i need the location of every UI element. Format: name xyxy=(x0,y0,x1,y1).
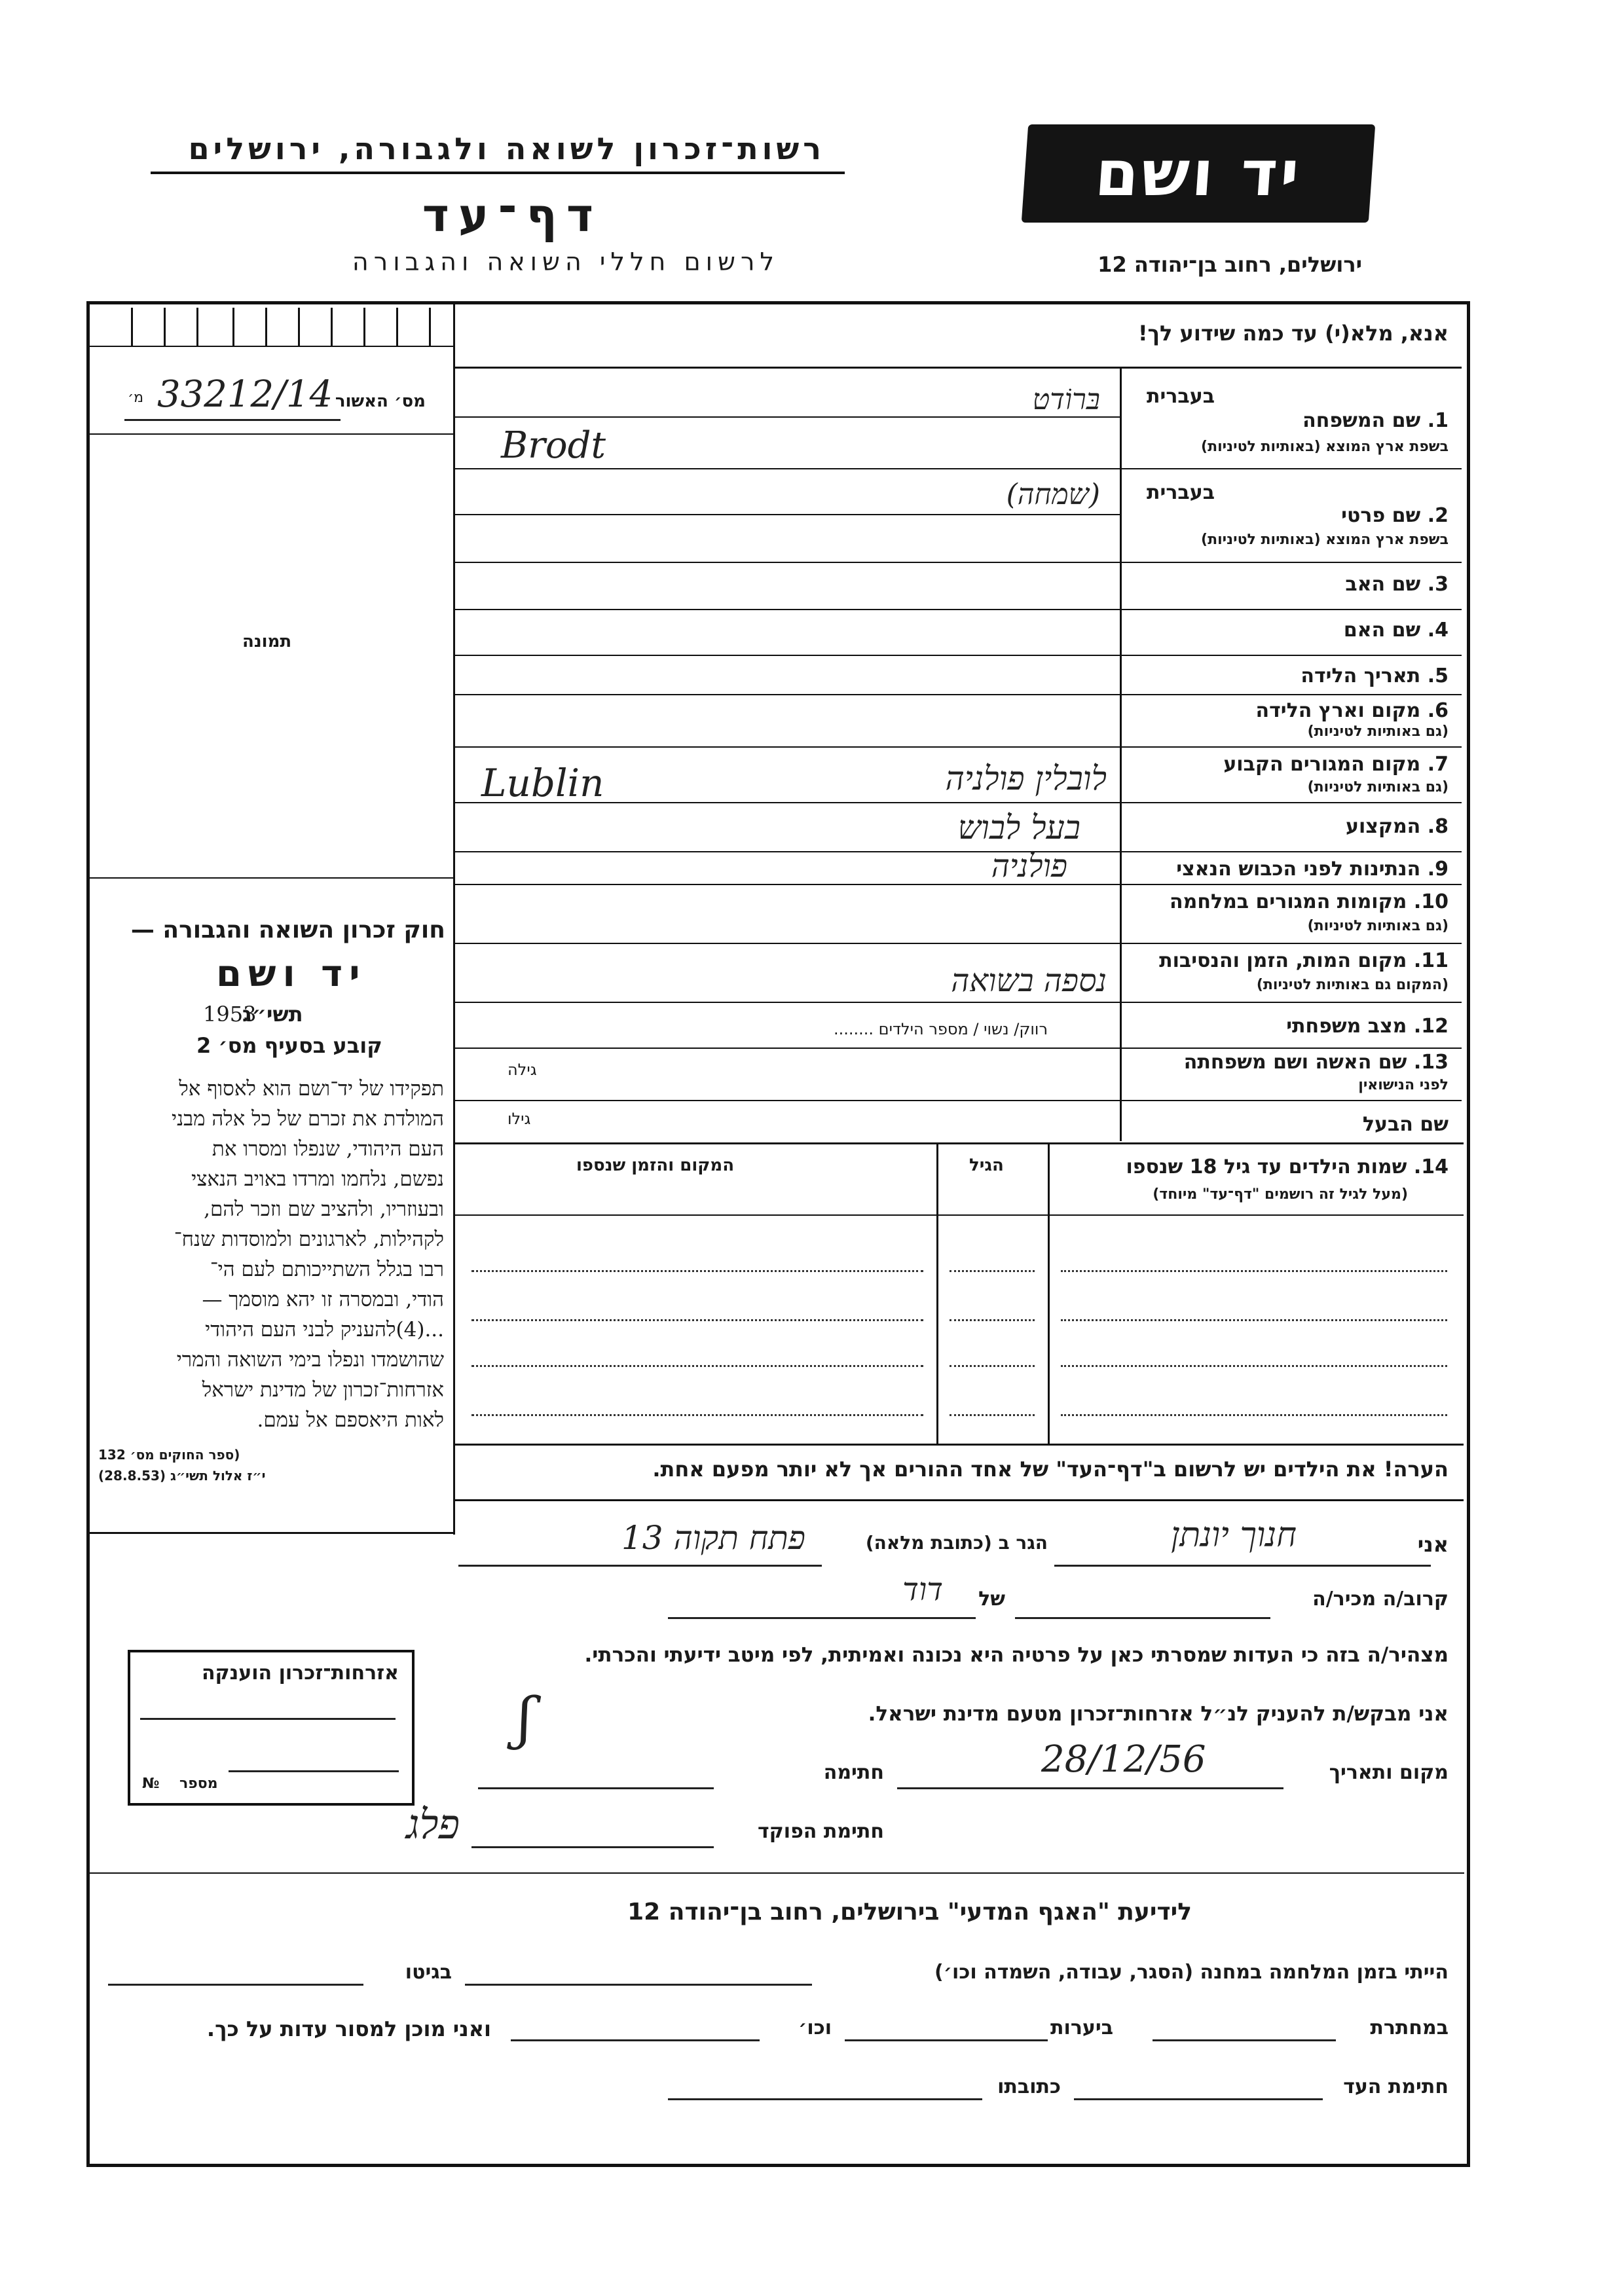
bottom-line2-d: ואני מוכן למסור עדות על כך. xyxy=(206,2016,491,2041)
field-9-num: 9. xyxy=(1427,858,1449,881)
approval-label: מס׳ האשור xyxy=(335,392,426,411)
decl-official-label: חתימת הפוקד xyxy=(758,1820,884,1843)
field-7-sub: (גם באותיות לטיניות) xyxy=(1307,779,1449,795)
decl-i-value: חנוך יונתן xyxy=(1171,1516,1297,1555)
field-10-sub: (גם באותיות לטיניות) xyxy=(1307,918,1449,934)
bottom-line1-a: הייתי בזמן המלחמה במחנה (הסגר, עבודה, השמדה וכו׳) xyxy=(934,1961,1449,1984)
field-7-label xyxy=(1223,753,1449,776)
field-9-value: פולניה xyxy=(991,848,1067,884)
field-13-num: 13. xyxy=(1413,1051,1449,1074)
form-title: דף־עד xyxy=(422,189,602,242)
law-text-line: המולדת את זכרם של כל אלה מבני xyxy=(171,1107,444,1131)
decl-date-value: 28/12/56 xyxy=(1041,1738,1206,1781)
field-6-num: 6. xyxy=(1427,699,1449,722)
field-1-label-text: שם המשפחה xyxy=(1302,409,1421,432)
field-11-sub: (המקום גם באותיות לטיניות) xyxy=(1256,977,1449,993)
decl-i-label: אני xyxy=(1417,1532,1449,1557)
children-label xyxy=(1126,1156,1449,1178)
field-3-label-text: שם האב xyxy=(1345,573,1421,596)
field-4-label-text: שם האם xyxy=(1343,619,1421,642)
field-1-sub: בשפת ארץ המוצא (באותיות לטיניות) xyxy=(1201,439,1449,455)
field-5-label xyxy=(1301,665,1449,687)
decl-residing-value: פתח תקוה 13 xyxy=(621,1519,805,1557)
field-1-value-latin: Brodt xyxy=(501,424,606,467)
field-8-label-text: המקצוע xyxy=(1345,815,1421,838)
citizenship-number-prefix: № xyxy=(142,1776,160,1792)
note-text: הערה! את הילדים יש לרשום ב"דף־העד" של אחד ההורים אך לא יותר מפעם אחת. xyxy=(652,1457,1449,1482)
approval-prefix: מ׳ xyxy=(128,390,144,406)
field-1-num: 1. xyxy=(1427,409,1449,432)
field-13-sub: לפני הנישואין xyxy=(1358,1077,1449,1093)
field-12-note: רווק/ נשוי / מספר הילדים ........ xyxy=(833,1020,1048,1038)
authority-underline xyxy=(151,172,845,174)
citizenship-number-label: מספר xyxy=(179,1776,218,1792)
left-column-bottom xyxy=(89,1532,455,1534)
citizenship-title: אזרחות־זכרון הוענקה xyxy=(201,1662,399,1685)
children-col-age: הגיל xyxy=(969,1156,1004,1175)
bottom-line2-a: במחתרת xyxy=(1370,2016,1449,2039)
field-2-label-text: שם פרטי xyxy=(1341,504,1421,527)
left-column-divider xyxy=(453,304,455,1535)
field-2-hebrew-tag: בעברית xyxy=(1147,481,1215,504)
law-section: קובע בסעיף מס׳ 2 xyxy=(196,1033,382,1058)
law-text-line: לקהילות, לארגונים ולמוסדות שנח־ xyxy=(174,1228,444,1251)
law-text-line: ובעוזריו, ולהציב שם וזכר להם, xyxy=(204,1197,444,1221)
intro-text: אנא, מלא(י) עד כמה שידוע לך! xyxy=(1137,321,1449,346)
law-ref-2: י״ז אלול תשי״ג (28.8.53) xyxy=(98,1468,266,1484)
decl-signature-label: חתימה xyxy=(823,1761,884,1784)
field-11-num: 11. xyxy=(1413,949,1449,972)
decl-signature: ʃ xyxy=(517,1686,533,1751)
decl-request-text: אני מבקש/ת להעניק לנ״ל אזרחות־זכרון מטעם מדינת ישראל. xyxy=(868,1702,1449,1726)
field-12-num: 12. xyxy=(1413,1015,1449,1038)
field-8-value: בעל לבוש xyxy=(957,809,1080,847)
photo-label: תמונה xyxy=(242,632,292,651)
yad-vashem-logo xyxy=(1022,124,1375,223)
decl-relation-label: קרוב/ה מכיר/ה xyxy=(1312,1588,1449,1611)
field-3-num: 3. xyxy=(1427,573,1449,596)
law-text-line: לאות היאספם אל עמם. xyxy=(257,1408,444,1432)
law-text-line: ...(4)להעניק לבני העם היהודי xyxy=(205,1318,444,1341)
field-8-label xyxy=(1346,815,1449,838)
field-3-label xyxy=(1345,573,1449,596)
law-name: יד ושם xyxy=(216,953,367,995)
law-text-line: תפקידו של יד־ושם הוא לאסוף אל xyxy=(179,1077,444,1101)
field-10-label xyxy=(1170,890,1449,913)
field-5-label-text: תאריך הלידה xyxy=(1301,665,1421,687)
field-13-label-text: שם האשה ושם משפחתה xyxy=(1183,1051,1407,1074)
decl-declare-text: מצהיר/ה בזה כי העדות שמסרתי כאן על פרטיה היא נכונה ואמיתית, לפי מיטב ידיעתי והכרתי. xyxy=(584,1643,1449,1667)
husband-label: שם הבעל xyxy=(1362,1113,1449,1136)
address: ירושלים, רחוב בן־יהודה 12 xyxy=(1098,252,1362,277)
field-6-sub: (גם באותיות לטיניות) xyxy=(1307,723,1449,740)
law-text-line: אזרחות־זכרון של מדינת ישראל xyxy=(202,1378,444,1402)
decl-relation-value: דוד xyxy=(902,1571,943,1608)
law-text-line: הודי, ובמסרה זו יהא מוסמך — xyxy=(202,1288,444,1311)
field-10-label-text: מקומות המגורים במלחמה xyxy=(1170,890,1407,913)
field-7-num: 7. xyxy=(1427,753,1449,776)
bottom-line3-a: חתימת העד xyxy=(1343,2075,1449,2098)
bottom-line1-b: בגיטו xyxy=(405,1961,452,1984)
decl-official-sig: פלג xyxy=(406,1800,460,1848)
field-13-label xyxy=(1184,1051,1449,1074)
husband-age-label: גילו xyxy=(507,1110,531,1128)
law-ref-1: (ספר החוקים מס׳ 132 xyxy=(98,1447,240,1463)
law-title: חוק זכרון השואה והגבורה — xyxy=(130,917,445,943)
law-text-line: העם היהודי, שנפלו ומסרו את xyxy=(212,1137,444,1161)
field-2-sub: בשפת ארץ המוצא (באותיות לטיניות) xyxy=(1201,532,1449,548)
law-year: 1953 xyxy=(203,1002,257,1027)
field-12-label-text: מצב משפחתי xyxy=(1286,1015,1407,1038)
field-1-label xyxy=(1302,409,1449,432)
law-text-line: נפשם, נלחמו ומרדו באויב הנאצי xyxy=(191,1167,444,1191)
bottom-separator xyxy=(89,1872,1464,1874)
decl-of-label: של xyxy=(978,1588,1005,1611)
field-9-label-text: הנתינות לפני הכבוש הנאצי xyxy=(1176,858,1421,881)
field-4-label xyxy=(1344,619,1449,642)
field-7-value-hebrew: לובלין פולניה xyxy=(945,759,1107,797)
field-5-num: 5. xyxy=(1427,665,1449,687)
bottom-line2-c: וכו׳ xyxy=(798,2016,832,2039)
law-year-heb: תשי״ג xyxy=(242,1002,303,1027)
field-6-label-text: מקום וארץ הלידה xyxy=(1255,699,1421,722)
bottom-line3-b: כתובתו xyxy=(997,2075,1061,2098)
logo-text: יד ושם xyxy=(1092,137,1304,210)
children-col-place: המקום והזמן שנספו xyxy=(576,1156,735,1175)
field-7-label-text: מקום המגורים הקבוע xyxy=(1223,753,1421,776)
citizenship-box xyxy=(128,1650,415,1806)
approval-tick-boxes xyxy=(92,308,452,346)
field-2-num: 2. xyxy=(1427,504,1449,527)
field-2-value-hebrew: (שמחה) xyxy=(1006,478,1100,511)
law-text xyxy=(98,1074,444,1435)
field-7-value-latin: Lublin xyxy=(481,761,604,805)
children-label-text: שמות הילדים עד גיל 18 שנספו xyxy=(1126,1156,1407,1178)
field-1-hebrew-tag: בעברית xyxy=(1147,385,1215,408)
label-divider xyxy=(1120,369,1122,1141)
field-11-value: נספה בשואה xyxy=(951,962,1107,999)
field-11-label xyxy=(1159,949,1449,972)
bottom-line2-b: ביערות xyxy=(1050,2016,1113,2039)
authority-title: רשות־זכרון לשואה ולגבורה, ירושלים xyxy=(188,131,825,166)
field-8-num: 8. xyxy=(1427,815,1449,838)
field-1-value-hebrew: בּרוֹדט xyxy=(1032,383,1100,416)
field-13-age-label: גילה xyxy=(507,1061,537,1079)
field-9-label xyxy=(1176,858,1449,881)
children-sub: (מעל לגיל זה רושמים "דף־עד" מיוחד) xyxy=(1153,1186,1408,1203)
decl-residing-label: הגר ב (כתובת מלאה) xyxy=(865,1532,1048,1554)
field-12-label xyxy=(1286,1015,1449,1038)
intro-divider xyxy=(453,367,1462,369)
law-text-line: שהושמדו ונפלו בימי השואה והמרי xyxy=(176,1348,444,1372)
field-10-num: 10. xyxy=(1413,890,1449,913)
approval-number: 33212/14 xyxy=(157,373,333,416)
field-2-label xyxy=(1341,504,1449,527)
form-subtitle: לרשום חללי השואה והגבורה xyxy=(352,247,779,276)
decl-place-date-label: מקום ותאריך xyxy=(1329,1761,1449,1784)
bottom-heading: לידיעת "האגף המדעי" בירושלים, רחוב בן־יהודה 12 xyxy=(627,1899,1192,1925)
law-text-line: רבו בגלל השתייכותם לעם הי־ xyxy=(210,1258,444,1281)
field-4-num: 4. xyxy=(1427,619,1449,642)
field-6-label xyxy=(1256,699,1449,722)
field-11-label-text: מקום המות, הזמן והנסיבות xyxy=(1159,949,1407,972)
children-num: 14. xyxy=(1413,1156,1449,1178)
